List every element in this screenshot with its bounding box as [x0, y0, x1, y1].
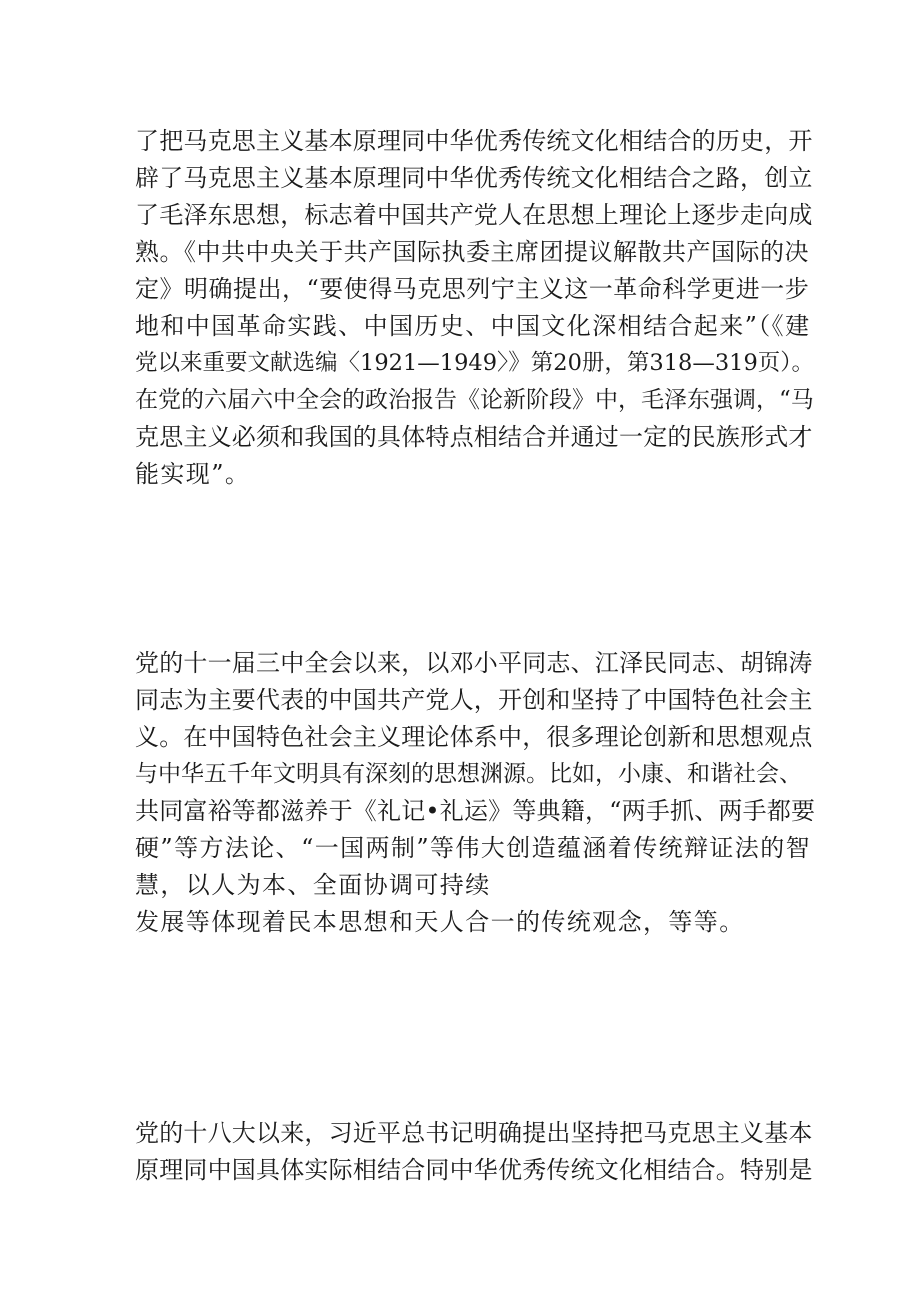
text-line: 同志为主要代表的中国共产党人，开创和坚持了中国特色社会主: [135, 686, 813, 714]
text-line: 义。在中国特色社会主义理论体系中，很多理论创新和思想观点: [135, 723, 813, 751]
text-line: 了把马克思主义基本原理同中华优秀传统文化相结合的历史，开: [135, 127, 813, 155]
text-line: 了毛泽东思想，标志着中国共产党人在思想上理论上逐步走向成: [135, 201, 813, 229]
text-line: 党的十一届三中全会以来，以邓小平同志、江泽民同志、胡锦涛: [135, 649, 813, 677]
text-line: 能实现”。: [135, 460, 251, 488]
text-line: 克思主义必须和我国的具体特点相结合并通过一定的民族形式才: [135, 423, 813, 451]
text-line: 共同富裕等都滋养于《礼记•礼运》等典籍，“两手抓、两手都要: [135, 797, 816, 825]
text-line: 硬”等方法论、“一国两制”等伟大创造蕴涵着传统辩证法的智: [135, 834, 812, 862]
text-line: 熟。《中共中央关于共产国际执委主席团提议解散共产国际的决: [135, 238, 809, 266]
text-line: 党的十八大以来，习近平总书记明确提出坚持把马克思主义基本: [135, 1119, 813, 1147]
text-line: 党以来重要文献选编〈1921—1949〉》第20册，第318—319页）。: [135, 350, 815, 376]
text-line: 原理同中国具体实际相结合同中华优秀传统文化相结合。特别是: [135, 1156, 813, 1184]
text-line: 定》明确提出，“要使得马克思列宁主义这一革命科学更进一步: [135, 275, 810, 303]
paragraph-2: [135, 645, 816, 941]
text-line: 慧，以人为本、全面协调可持续: [135, 871, 491, 899]
text-line: 辟了马克思主义基本原理同中华优秀传统文化相结合之路，创立: [135, 164, 813, 192]
text-line: 地和中国革命实践、中国历史、中国文化深相结合起来”（《建: [135, 312, 811, 340]
text-line: 与中华五千年文明具有深刻的思想渊源。比如，小康、和谐社会、: [135, 761, 802, 787]
paragraph-3: [135, 1115, 813, 1189]
text-line: 发展等体现着民本思想和天人合一的传统观念，等等。: [135, 908, 745, 936]
paragraph-1: [135, 123, 815, 493]
text-line: 在党的六届六中全会的政治报告《论新阶段》中，毛泽东强调，“马: [135, 387, 814, 413]
